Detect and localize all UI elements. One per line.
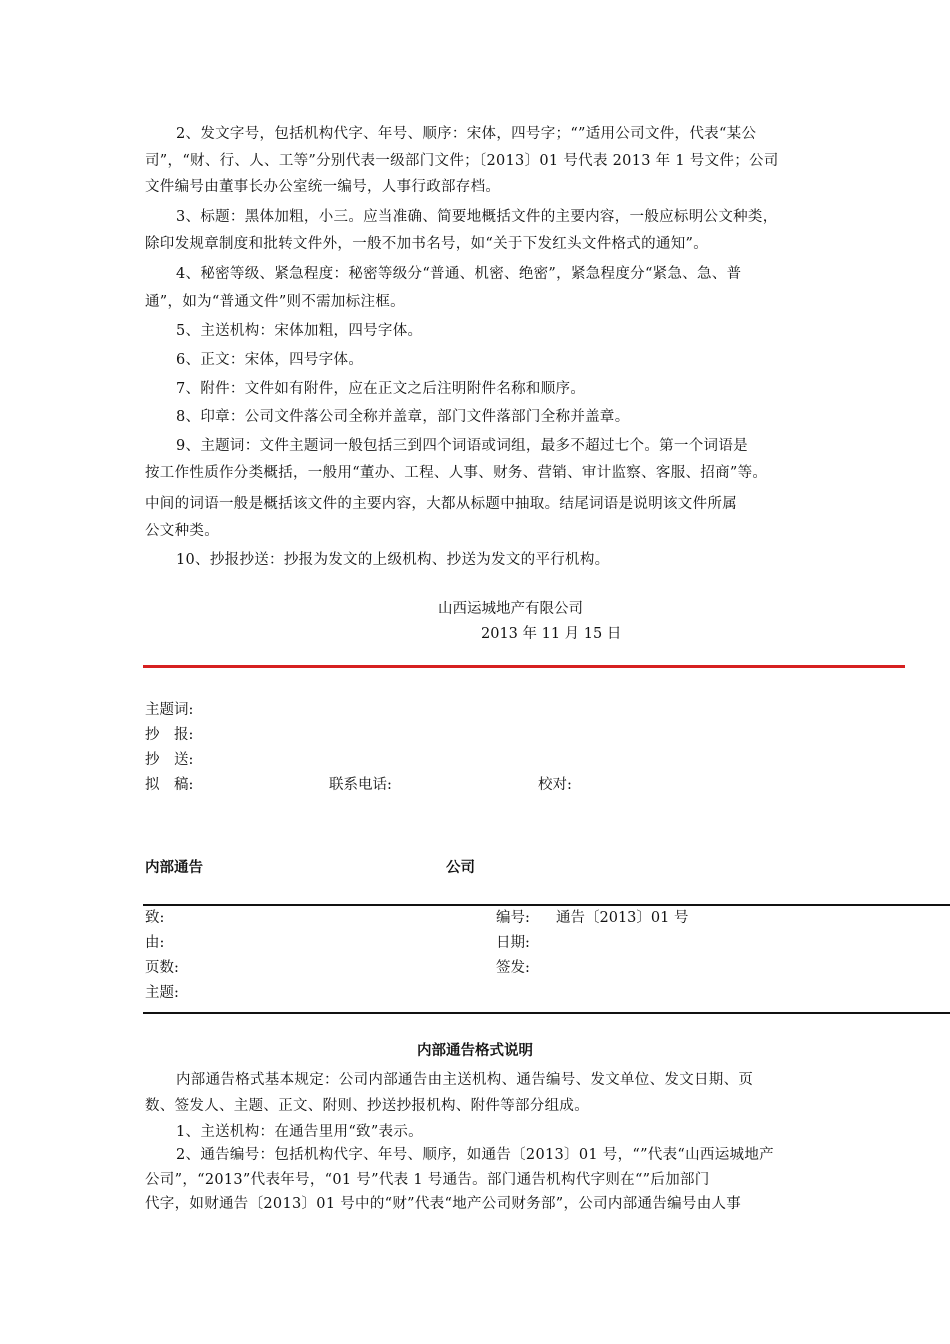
notice-number-value: 通告〔2013〕01 号 xyxy=(556,910,689,926)
body-line: 按工作性质作分类概括，一般用“董办、工程、人事、财务、营销、审计监察、客服、招商”等。 xyxy=(145,465,768,481)
body-line: 6、正文：宋体，四号字体。 xyxy=(176,352,364,368)
explanation-line: 公司”，“2013”代表年号，“01 号”代表 1 号通告。部门通告机构代字则在“”后加部门 xyxy=(145,1172,710,1188)
notice-bottom-rule xyxy=(143,1012,950,1014)
notice-number-label: 编号: xyxy=(496,910,530,926)
explanation-line: 1、主送机构：在通告里用“致”表示。 xyxy=(176,1124,423,1140)
body-line: 通”，如为“普通文件”则不需加标注框。 xyxy=(145,294,405,310)
notice-to-label: 致: xyxy=(145,910,165,926)
body-line: 7、附件：文件如有附件，应在正文之后注明附件名称和顺序。 xyxy=(176,381,586,397)
explanation-title: 内部通告格式说明 xyxy=(417,1043,533,1059)
notice-from-label: 由: xyxy=(145,935,165,951)
drafter-label: 拟 稿: xyxy=(145,777,194,793)
red-divider xyxy=(143,665,905,668)
body-line: 公文种类。 xyxy=(145,523,219,539)
explanation-line: 代字，如财通告〔2013〕01 号中的“财”代表“地产公司财务部”，公司内部通告编号由人事 xyxy=(145,1196,742,1212)
body-line: 文件编号由董事长办公室统一编号，人事行政部存档。 xyxy=(145,179,501,195)
explanation-line: 数、签发人、主题、正文、附则、抄送抄报机构、附件等部分组成。 xyxy=(145,1098,589,1114)
signature-company: 山西运城地产有限公司 xyxy=(438,601,583,617)
body-line: 5、主送机构：宋体加粗，四号字体。 xyxy=(176,323,423,339)
body-line: 司”，“财、行、人、工等”分别代表一级部门文件；〔2013〕01 号代表 2013 年 1 号文件；公司 xyxy=(145,153,779,169)
signature-date: 2013 年 11 月 15 日 xyxy=(481,626,622,642)
notice-pages-label: 页数: xyxy=(145,960,179,976)
copy-to-label: 抄 送: xyxy=(145,752,194,768)
notice-top-rule xyxy=(143,904,950,906)
notice-company: 公司 xyxy=(446,860,475,876)
body-line: 8、印章：公司文件落公司全称并盖章，部门文件落部门全称并盖章。 xyxy=(176,409,630,425)
body-line: 10、抄报抄送：抄报为发文的上级机构、抄送为发文的平行机构。 xyxy=(176,552,610,568)
body-line: 除印发规章制度和批转文件外，一般不加书名号，如“关于下发红头文件格式的通知”。 xyxy=(145,236,709,252)
body-line: 中间的词语一般是概括该文件的主要内容，大都从标题中抽取。结尾词语是说明该文件所属 xyxy=(145,496,737,512)
notice-date-label: 日期: xyxy=(496,935,530,951)
body-line: 4、秘密等级、紧急程度：秘密等级分“普通、机密、绝密”，紧急程度分“紧急、急、普 xyxy=(176,266,742,282)
proofread-label: 校对: xyxy=(538,777,572,793)
body-line: 3、标题：黑体加粗，小三。应当准确、简要地概括文件的主要内容，一般应标明公文种类， xyxy=(176,209,778,225)
notice-heading: 内部通告 xyxy=(145,860,203,876)
body-line: 2、发文字号，包括机构代字、年号、顺序：宋体，四号字；“”适用公司文件，代表“某公 xyxy=(176,126,757,142)
notice-signer-label: 签发: xyxy=(496,960,530,976)
report-to-label: 抄 报: xyxy=(145,727,194,743)
notice-subject-label: 主题: xyxy=(145,985,179,1001)
body-line: 9、主题词：文件主题词一般包括三到四个词语或词组，最多不超过七个。第一个词语是 xyxy=(176,438,748,454)
phone-label: 联系电话: xyxy=(329,777,392,793)
explanation-line: 2、通告编号：包括机构代字、年号、顺序，如通告〔2013〕01 号，“”代表“山西运城地产 xyxy=(176,1147,774,1163)
subject-words-label: 主题词: xyxy=(145,702,194,718)
explanation-line: 内部通告格式基本规定：公司内部通告由主送机构、通告编号、发文单位、发文日期、页 xyxy=(176,1072,754,1088)
